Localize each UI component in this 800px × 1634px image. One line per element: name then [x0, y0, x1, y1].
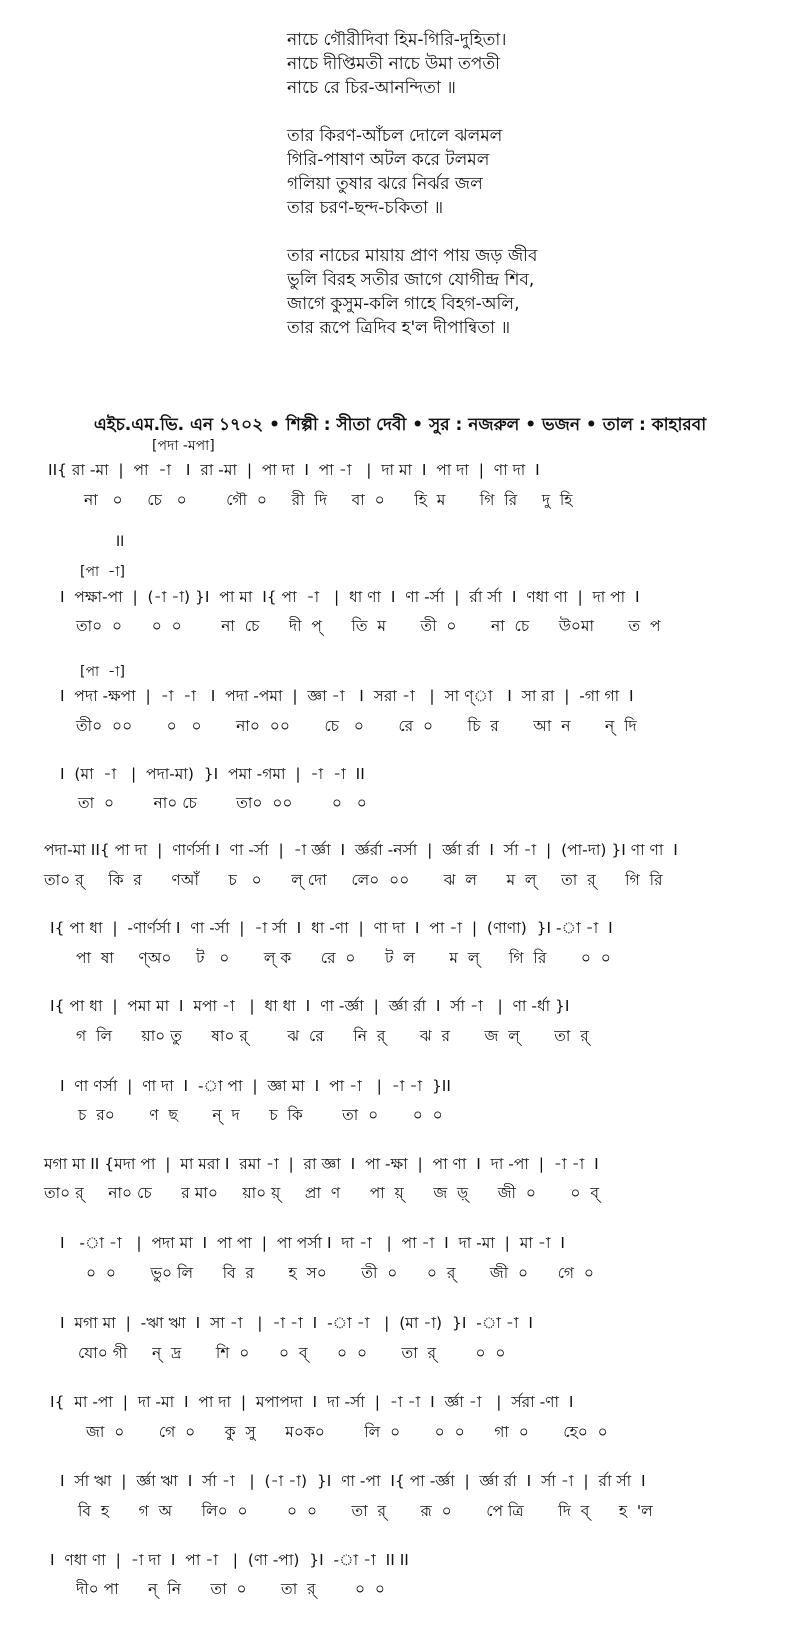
notation-bracket: [পা -া]: [80, 564, 125, 580]
notation-sargam-row: I ণা ণর্সা | ণা দা I -া পা | জ্ঞা মা I পা -া | -া -া }II: [60, 1077, 451, 1095]
notation-sargam-row: মগা মা II {মদা পা | মা মরা I রমা -া | রা জ্ঞা I পা -ক্ষা | পা ণা I দা -পা | -া -া I: [44, 1155, 599, 1173]
lyric-line: নাচে দীপ্তিমতী নাচে উমা তপতী: [287, 54, 500, 74]
notation-sargam-row: I পদা -ক্ষপা | -া -া I পদা -পমা | জ্ঞা -া I সরা -া | সা ণ্া I সা রা | -গা গা I: [60, 687, 634, 705]
lyric-line: গলিয়া তুষার ঝরে নির্ঝর জল: [287, 174, 483, 194]
lyric-line: জাগে কুসুম-কলি গাহে বিহগ-অলি,: [287, 294, 520, 314]
lyric-line: তার নাচের মায়ায় প্রাণ পায় জড় জীব: [287, 246, 538, 266]
notation-words-row: দী০ পা ন্ নি তা ০ তা র্ ০ ০: [76, 1580, 385, 1598]
notation-words-row: বি হ গ অ লি০ ০ ০ ০ তা র্ রূ ০ পে ত্রি দি ব্ হ 'ল: [78, 1502, 653, 1520]
notation-words-row: জা ০ গে ০ কু সু ম০ক০ লি ০ ০ ০ গা ০ হে০ ০: [86, 1423, 608, 1441]
notation-bracket: [পদা -মপা]: [152, 438, 215, 454]
notation-words-row: চ র০ ণ ছ ন্ দ চ কি তা ০ ০ ০: [78, 1106, 443, 1124]
notation-sargam-row: I মগা মা | -ঋা ঋা I সা -া | -া -া I -া -া | (মা -া) }I -া -া I: [60, 1314, 533, 1332]
notation-sargam-row: I ণধা ণা | -া দা I পা -া | (ণা -পা) }I -া -া II II: [50, 1551, 409, 1569]
notation-sargam-row: I র্সা ঋা | র্জ্ঞা ঋা I র্সা -া | (-া -া) }I ণা -পা I{ পা -র্জ্ঞা | র্জ্ঞা র্রা I র্সা -া | র্রা র্সা I: [60, 1472, 646, 1490]
notation-sargam-row: I পক্ষা-পা | (-া -া) }I পা মা I{ পা -া | ধা ণা I ণা -র্সা | র্রা র্সা I ণধা ণা | দা পা I: [60, 588, 640, 606]
notation-words-row: যো০ গী ন্ দ্র শি ০ ০ ব্ ০ ০ তা র্ ০ ০: [78, 1344, 506, 1362]
lyric-line: গিরি-পাষাণ অটল করে টলমল: [287, 150, 490, 170]
notation-bracket: [পা -া]: [80, 664, 125, 680]
record-info: এইচ.এম.ভি. এন ১৭০২ • শিল্পী : সীতা দেবী • সুর : নজরুল • ভজন • তাল : কাহারবা: [93, 415, 707, 435]
notation-words-row: তা০ র্ না০ চে র মা০ য়া০ য়্ প্রা ণ পা য়্ জ ড়্ জী ০ ০ ব্: [44, 1184, 599, 1202]
notation-sargam-row: I -া -া | পদা মা I পা পা | পা পর্সা I দা -া | পা -া I দা -মা | মা -া I: [60, 1234, 565, 1252]
notation-sargam-row: I{ পা ধা | -ণার্ণর্সা I ণা -র্সা | -া র্সা I ধা -ণা | ণা দা I পা -া | (ণাণা) }I -া -া I: [50, 919, 613, 937]
lyric-line: তার কিরণ-আঁচল দোলে ঝলমল: [287, 126, 503, 146]
notation-words-row: তী০ ০০ ০ ০ না০ ০০ চে ০ রে ০ চি র আ ন ন্ দি: [76, 717, 637, 735]
notation-words-row: গ লি য়া০ তু ষা০ র্ ঝ রে নি র্ ঝ র জ ল্ তা র্: [76, 1027, 589, 1045]
lyric-line: ভুলি বিরহ সতীর জাগে যোগীন্দ্র শিব,: [287, 270, 535, 290]
notation-bracket: II: [116, 534, 125, 550]
lyric-line: নাচে রে চির-আনন্দিতা ॥: [287, 78, 456, 98]
lyric-line: নাচে গৌরীদিবা হিম-গিরি-দুহিতা।: [287, 30, 507, 50]
notation-words-row: ০ ০ ভু০ লি বি র হ স০ তী ০ ০ র্ জী ০ গে ০: [86, 1264, 595, 1282]
notation-sargam-row: I{ মা -পা | দা -মা I পা দা | মপাপদা I দা -র্সা | -া -া I র্জ্ঞা -া | র্সরা -ণা I: [50, 1393, 574, 1411]
notation-words-row: তা০ র্ কি র ণআঁ চ ০ ল্ দো লে০ ০০ ঝ ল ম ল্ তা র্ গি রি: [44, 871, 663, 889]
notation-sargam-row: পদা-মা II{ পা দা | ণার্ণর্সা I ণা -র্সা | -া র্জ্ঞা I র্জ্ঞর্রা -নর্সা | র্জ্ঞা র্রা I র্সা -া | (পা-দা) }I ণা ণা I: [44, 841, 678, 859]
notation-words-row: না ০ চে ০ গৌ ০ রী দি বা ০ হি ম গি রি দু হি: [84, 491, 573, 509]
notation-sargam-row: I (মা -া | পদা-মা) }I পমা -গমা | -া -া II: [60, 765, 365, 783]
notation-sargam-row: II{ রা -মা | পা -া I রা -মা | পা দা I পা -া | দা মা I পা দা | ণা দা I: [48, 461, 540, 479]
lyric-line: তার রূপে ত্রিদিব হ'ল দীপান্বিতা ॥: [287, 318, 511, 338]
notation-words-row: তা০ ০ ০ ০ না চে দী প্ তি ম তী ০ না চে উ০মা ত প: [76, 617, 661, 635]
notation-words-row: পা ষা ণ্অ০ ট ০ ল্ ক রে ০ ট ল ম ল্ গি রি ০ ০: [76, 949, 611, 967]
lyric-line: তার চরণ-ছন্দ-চকিতা ॥: [287, 198, 444, 218]
notation-words-row: তা ০ না০ চে তা০ ০০ ০ ০: [78, 794, 367, 812]
notation-sargam-row: I{ পা ধা | পমা মা I মপা -া | ধা ধা I ণা -র্জ্ঞা | র্জ্ঞা র্রা I র্সা -া | ণা -র্ধা }I: [50, 997, 570, 1015]
